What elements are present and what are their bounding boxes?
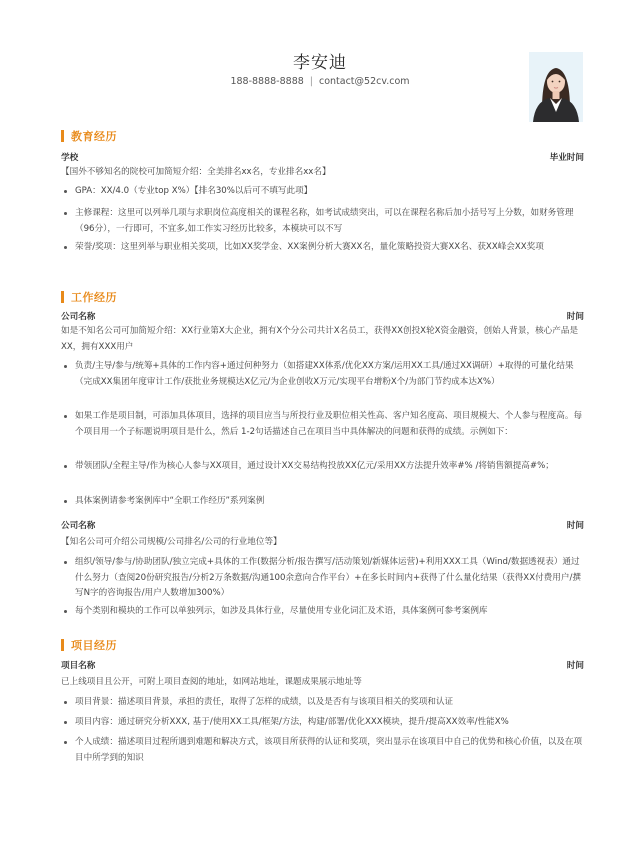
bullet-dot: [64, 721, 67, 724]
bullet-dot: [64, 561, 67, 564]
work-company-row: [61, 519, 584, 531]
school-name: 学校: [61, 153, 79, 163]
portrait-photo: [529, 52, 583, 122]
company-name: 公司名称: [61, 312, 96, 322]
bullet-dot: [64, 246, 67, 249]
list-item-text: 主修课程：这里可以列举几项与求职岗位高度相关的课程名称，如考试成绩突出，可以在课程名称后加小括号写上分数，如财务管理（96分），一行即可，不宜多,如工作实习经历比较多，本模块可以不写: [75, 208, 574, 234]
list-item: [64, 494, 584, 510]
contact-separator: |: [309, 76, 313, 87]
section-marker: [61, 291, 64, 303]
company-intro: [61, 324, 584, 355]
section-marker: [61, 130, 64, 142]
education-school-row: [61, 151, 584, 163]
bullet-dot: [64, 465, 67, 468]
phone-number: 188-8888-8888: [230, 76, 304, 87]
section-title-education: 教育经历: [71, 130, 117, 143]
graduation-time: 毕业时间: [549, 153, 584, 163]
bullet-dot: [64, 500, 67, 503]
education-intro: 【国外不够知名的院校可加简短介绍：全美排名xx名，专业排名xx名】: [61, 167, 331, 177]
list-item-text: 每个类别和模块的工作可以单独列示，如涉及具体行业，尽量使用专业化词汇及术语，具体案例可参考案例库: [75, 606, 488, 616]
company-intro: 【知名公司可介绍公司规模/公司排名/公司的行业地位等】: [61, 537, 282, 547]
work-company-row: [61, 310, 584, 322]
list-item: [64, 695, 584, 711]
bullet-dot: [64, 365, 67, 368]
list-item-text: 项目背景：描述项目背景，承担的责任，取得了怎样的成绩，以及是否有与该项目相关的奖项和认证: [75, 697, 454, 707]
list-item-text: 个人成绩：描述项目过程所遇到难题和解决方式，该项目所获得的认证和奖项，突出显示在该项目中自己的优势和核心价值，以及在项目中所学到的知识: [75, 737, 583, 763]
bullet-dot: [64, 212, 67, 215]
list-item: [64, 715, 584, 731]
work-section-header: [61, 290, 585, 304]
list-item-text: 组织/领导/参与/协助团队/独立完成+具体的工作(数据分析/报告撰写/活动策划/新媒体运营)+利用XXX工具（Wind/数据透视表）通过什么努力（查阅20份研究报告/分析2万条数据/沟通100余意向合作平台）+在多长时间内+获得了什么量化结果（获得XX付费用户/撰写N字的咨询报告/用户人数增加300%）: [75, 557, 581, 598]
list-item-text: 荣誉/奖项：这里列举与职业相关奖项，比如XX奖学金、XX案例分析大赛XX名，量化策略投资大赛XX名、获XX峰会XX奖项: [75, 242, 544, 252]
list-item: [64, 409, 584, 440]
bullet-dot: [64, 190, 67, 193]
project-name: 项目名称: [61, 661, 96, 671]
list-item-text: 如果工作是项目制，可添加具体项目，选择的项目应当与所投行业及职位相关性高、客户知名度高、项目规模大、个人参与程度高。每个项目用一个子标题说明项目是什么，然后 1-2句话描述自己在项目当中具体解决的问题和获得的成绩。示例如下：: [75, 411, 583, 437]
section-marker: [61, 639, 64, 651]
list-item-text: 负责/主导/参与/统筹+具体的工作内容+通过何种努力（如搭建XX体系/优化XX方案/运用XX工具/通过XX调研）+取得的可量化结果（完成XX集团年度审计工作/获批业务规模达X亿元/为企业创收X万元/实现平台增粉X个/为部门节约成本达X%）: [75, 361, 574, 387]
education-section-header: [61, 129, 585, 143]
company-intro-text: 如是不知名公司可加简短介绍：XX行业第X大企业，拥有X个分公司共计X名员工，获得XX创投X轮X资金融资，创始人背景，核心产品是XX，拥有XXX用户: [61, 326, 579, 352]
project-section-header: [61, 638, 585, 652]
list-item: [64, 459, 584, 475]
bullet-dot: [64, 610, 67, 613]
company-name: 公司名称: [61, 521, 96, 531]
bullet-dot: [64, 741, 67, 744]
bullet-dot: [64, 701, 67, 704]
list-item: [64, 184, 584, 200]
project-time: 时间: [566, 661, 584, 671]
list-item: [64, 735, 584, 766]
list-item: [64, 359, 584, 390]
bullet-dot: [64, 415, 67, 418]
email-address: contact@52cv.com: [318, 76, 410, 87]
candidate-name: 李安迪: [293, 53, 347, 73]
work-time: 时间: [566, 521, 584, 531]
list-item-text: 带领团队/全程主导/作为核心人参与XX项目，通过设计XX交易结构投放XX亿元/采用XX方法提升效率#% /将销售额提高#%；: [75, 461, 554, 471]
list-item-text: 具体案例请参考案例库中“全职工作经历”系列案例: [75, 496, 265, 506]
list-item: [64, 604, 584, 620]
list-item-text: 项目内容：通过研究分析XXX, 基于/使用XX工具/框架/方法，构建/部署/优化XXX模块，提升/提高XX效率/性能X%: [75, 717, 509, 727]
project-intro: 已上线项目且公开，可附上项目查阅的地址，如网站地址，课题成果展示地址等: [61, 677, 362, 687]
work-time: 时间: [566, 312, 584, 322]
list-item-text: GPA：XX/4.0（专业top X%）【排名30%以后可不填写此项】: [75, 186, 313, 196]
project-name-row: [61, 659, 584, 671]
section-title-project: 项目经历: [71, 639, 117, 652]
list-item: [64, 240, 584, 256]
section-title-work: 工作经历: [71, 291, 117, 304]
list-item: [64, 555, 584, 602]
list-item: [64, 206, 584, 237]
